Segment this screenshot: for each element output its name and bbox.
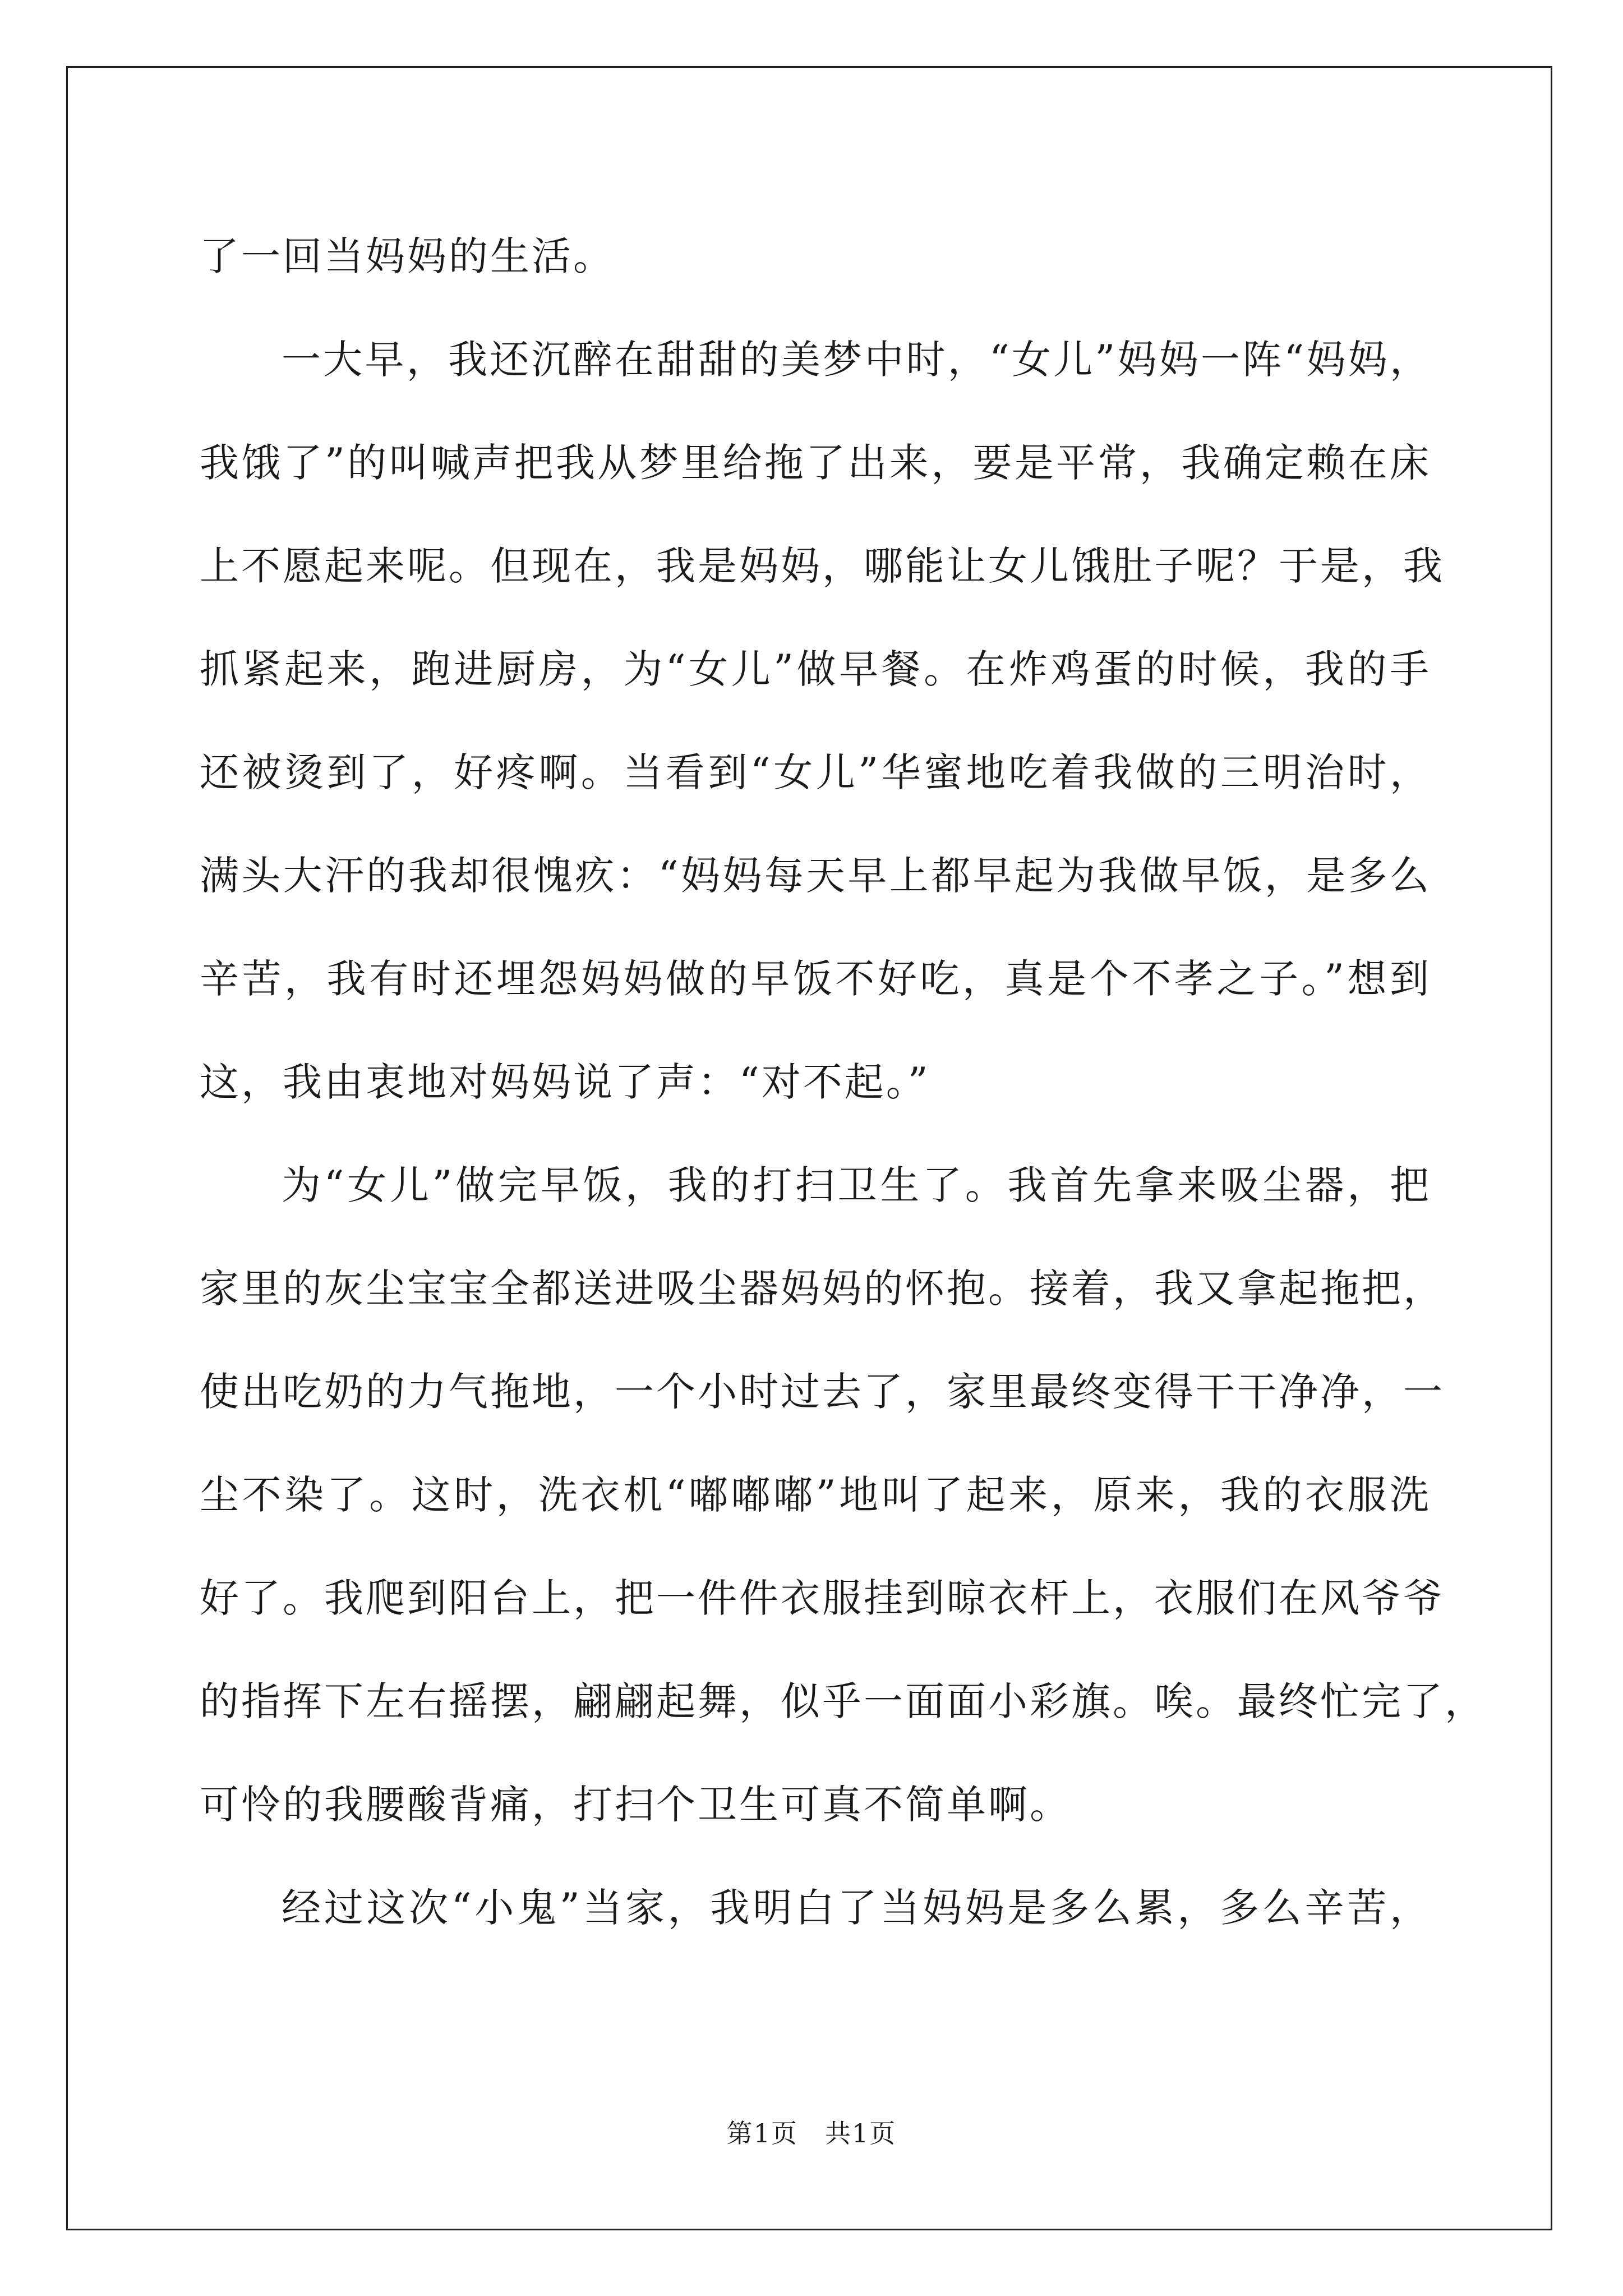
text-line: 尘不染了。这时，洗衣机“嘟嘟嘟”地叫了起来，原来，我的衣服洗 — [200, 1472, 1431, 1518]
text-line: 还被烫到了，好疼啊。当看到“女儿”华蜜地吃着我做的三明治时， — [200, 749, 1431, 795]
text-line: 的指挥下左右摇摆，翩翩起舞，似乎一面面小彩旗。唉。最终忙完了， — [200, 1678, 1486, 1724]
text-line: 使出吃奶的力气拖地，一个小时过去了，家里最终变得干干净净，一 — [200, 1369, 1445, 1415]
text-line: 我饿了”的叫喊声把我从梦里给拖了出来，要是平常，我确定赖在床 — [200, 440, 1431, 486]
text-line: 辛苦，我有时还埋怨妈妈做的早饭不好吃，真是个不孝之子。”想到 — [200, 956, 1431, 1002]
text-line: 抓紧起来，跑进厨房，为“女儿”做早餐。在炸鸡蛋的时候，我的手 — [200, 646, 1431, 692]
text-line: 可怜的我腰酸背痛，打扫个卫生可真不简单啊。 — [200, 1782, 1071, 1828]
text-line: 了一回当妈妈的生活。 — [200, 233, 615, 279]
paragraph-first-line: 经过这次“小鬼”当家，我明白了当妈妈是多么累，多么辛苦， — [282, 1885, 1431, 1931]
paragraph-first-line: 一大早，我还沉醉在甜甜的美梦中时，“女儿”妈妈一阵“妈妈， — [282, 337, 1431, 383]
page-number-footer: 第1页 共1页 — [726, 2118, 897, 2148]
document-body — [200, 205, 1486, 1959]
text-line: 上不愿起来呢。但现在，我是妈妈，哪能让女儿饿肚子呢？于是，我 — [200, 543, 1445, 589]
text-line: 这，我由衷地对妈妈说了声：“对不起。” — [200, 1059, 930, 1105]
text-line: 满头大汗的我却很愧疚：“妈妈每天早上都早起为我做早饭，是多么 — [200, 853, 1431, 899]
text-line: 家里的灰尘宝宝全都送进吸尘器妈妈的怀抱。接着，我又拿起拖把， — [200, 1266, 1445, 1312]
paragraph-first-line: 为“女儿”做完早饭，我的打扫卫生了。我首先拿来吸尘器，把 — [282, 1162, 1431, 1208]
text-line: 好了。我爬到阳台上，把一件件衣服挂到晾衣杆上，衣服们在风爷爷 — [200, 1575, 1445, 1621]
